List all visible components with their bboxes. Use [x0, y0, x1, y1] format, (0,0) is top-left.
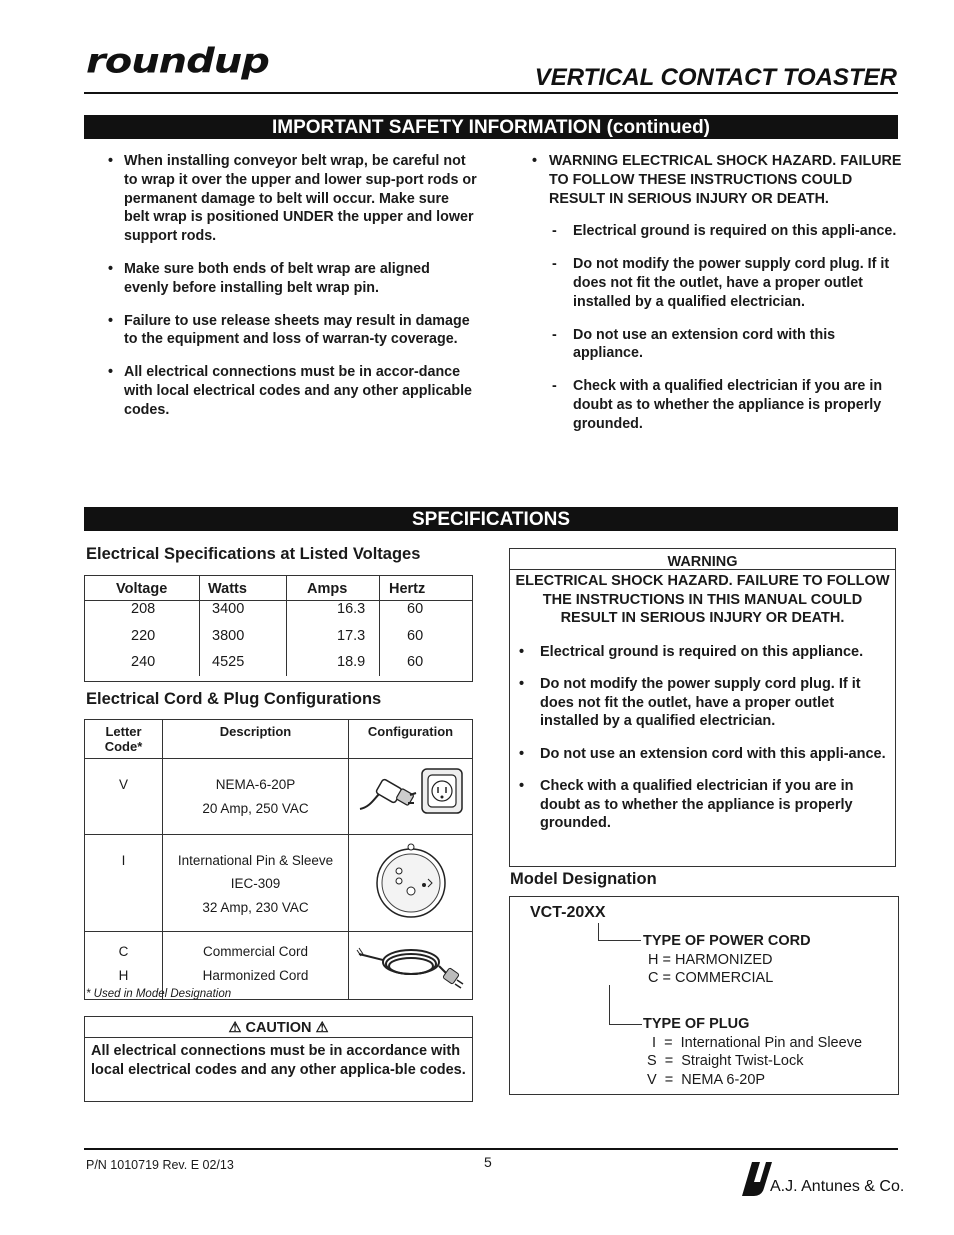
shock-warning: • WARNING ELECTRICAL SHOCK HAZARD. FAILURE TO FOLLOW THESE INSTRUCTIONS COULD RESULT IN SERIOUS INJURY OR DEATH.	[532, 153, 902, 207]
list-item: • When installing conveyor belt wrap, be careful not to wrap it over the upper and lower sup-port rods or permanent damage to belt will occur. Make sure belt wrap is positioned UNDER the upper and lower support rods.	[108, 153, 477, 245]
list-item: • Make sure both ends of belt wrap are aligned evenly before installing belt wrap pin.	[108, 260, 430, 296]
cord-config-title: Electrical Cord & Plug Configurations	[86, 690, 382, 708]
warning-box	[509, 548, 896, 867]
list-item: • All electrical connections must be in accor-dance with local electrical codes and any other applicable codes.	[108, 364, 473, 418]
safety-section-title: IMPORTANT SAFETY INFORMATION (continued)	[84, 115, 898, 139]
col-configuration: Configuration	[349, 720, 473, 759]
caution-header: ⚠ CAUTION ⚠	[85, 1017, 472, 1038]
part-number: P/N 1010719 Rev. E 02/13	[86, 1158, 234, 1172]
col-watts: Watts	[208, 576, 307, 601]
caution-text: All electrical connections must be in accordance with local electrical codes and any other applica-ble codes.	[91, 1043, 466, 1078]
table-divider	[379, 575, 380, 676]
header-rule	[84, 92, 898, 94]
list-item: - Check with a qualified electrician if you are in doubt as to whether the appliance is properly grounded.	[552, 378, 883, 432]
footer-rule	[84, 1148, 898, 1150]
col-voltage: Voltage	[85, 576, 209, 601]
list-item: • Check with a qualified electrician if you are in doubt as to whether the appliance is properly grounded.	[519, 778, 854, 831]
table-row: I International Pin & Sleeve IEC-309 32 Amp, 230 VAC	[85, 834, 473, 932]
table-row: V NEMA-6-20P 20 Amp, 250 VAC	[85, 759, 473, 835]
list-item: - Do not use an extension cord with this appliance.	[552, 326, 836, 362]
bracket-line	[609, 985, 610, 1024]
list-item: - Electrical ground is required on this appli-ance.	[552, 223, 897, 240]
document-title: VERTICAL CONTACT TOASTER	[534, 64, 897, 91]
nema-plug-image	[349, 759, 473, 835]
nema-plug-icon	[356, 763, 466, 825]
col-letter-code: Letter Code*	[85, 720, 163, 759]
specifications-section-title: SPECIFICATIONS	[84, 507, 898, 531]
safety-right-column	[532, 152, 902, 448]
list-item: • Do not modify the power supply cord plug. If it does not fit the outlet, have a proper outlet installed by a qualified electrician.	[519, 676, 861, 729]
bracket-line	[598, 923, 599, 940]
plug-option: I = International Pin and Sleeve	[652, 1035, 863, 1051]
cord-coil-icon	[355, 936, 467, 990]
list-item: • Electrical ground is required on this appliance.	[519, 643, 864, 660]
bracket-line	[598, 940, 641, 941]
caution-box	[84, 1016, 473, 1102]
power-cord-label: TYPE OF POWER CORD	[643, 933, 811, 949]
page-number: 5	[484, 1154, 492, 1170]
bracket-line	[609, 1024, 642, 1025]
table-row: C H Commercial Cord Harmonized Cord	[85, 932, 473, 1000]
list-item: • Failure to use release sheets may result in damage to the equipment and loss of warran-ty coverage.	[108, 312, 470, 348]
warning-box-title: WARNING	[510, 549, 895, 570]
list-item: - Do not modify the power supply cord plug. If it does not fit the outlet, have a proper outlet installed by a qualified electrician.	[552, 256, 890, 310]
plug-option: V = NEMA 6-20P	[647, 1072, 766, 1088]
table-divider	[199, 575, 200, 676]
table-row: 220 3800 17.3 60	[131, 627, 424, 644]
col-description: Description	[163, 720, 349, 759]
antunes-logo-icon	[740, 1158, 774, 1198]
plug-option: S = Straight Twist-Lock	[647, 1053, 804, 1069]
roundup-logo: roundup	[86, 42, 269, 82]
model-designation-title: Model Designation	[510, 870, 657, 888]
table-row: 240 4525 18.9 60	[131, 654, 424, 670]
plug-type-label: TYPE OF PLUG	[643, 1016, 750, 1032]
col-hertz: Hertz	[389, 576, 473, 601]
warning-box-lead: ELECTRICAL SHOCK HAZARD. FAILURE TO FOLLOW THE INSTRUCTIONS IN THIS MANUAL COULD RESULT IN SERIOUS INJURY OR DEATH.	[515, 573, 890, 626]
electrical-specs-table	[84, 575, 473, 682]
table-row: 208 3400 16.3 60	[131, 601, 424, 617]
table-header-row	[85, 576, 473, 601]
model-code: VCT-20XX	[530, 904, 606, 921]
company-name: A.J. Antunes & Co.	[770, 1178, 905, 1195]
table-divider	[286, 575, 287, 676]
cord-option: C = COMMERCIAL	[648, 970, 774, 986]
warning-triangle-icon: ⚠	[228, 1020, 242, 1036]
safety-left-column	[108, 152, 478, 434]
warning-triangle-icon: ⚠	[315, 1020, 329, 1036]
iec-plug-image	[349, 834, 473, 932]
cord-config-table	[84, 719, 473, 1000]
cord-image	[349, 932, 473, 1000]
list-item: • Do not use an extension cord with this appli-ance.	[519, 745, 886, 762]
table-header-row	[85, 720, 473, 759]
cord-option: H = HARMONIZED	[648, 952, 773, 968]
electrical-specs-title: Electrical Specifications at Listed Voltages	[86, 545, 421, 563]
model-designation-note: * Used in Model Designation	[86, 988, 232, 1000]
iec-socket-icon	[366, 839, 456, 923]
col-amps: Amps	[307, 576, 389, 601]
model-designation-box	[509, 896, 899, 1095]
